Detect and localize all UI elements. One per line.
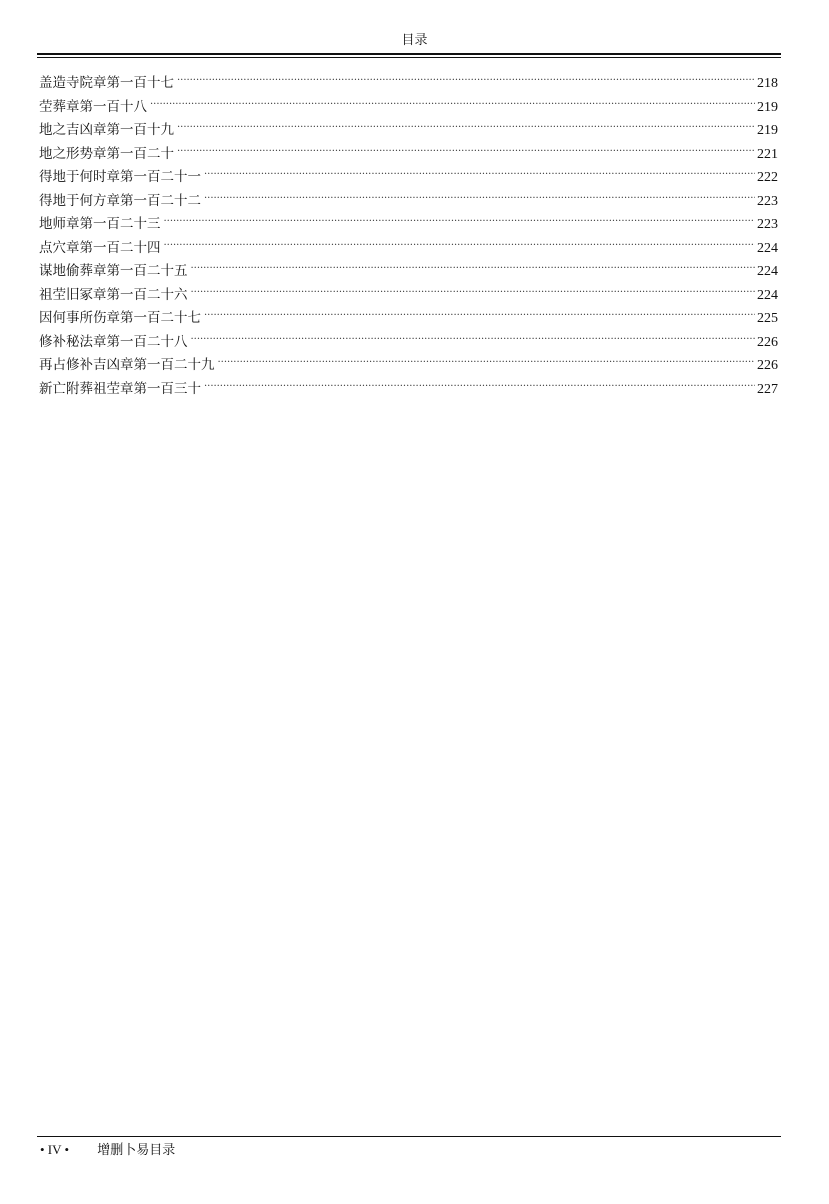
- toc-entry-page: 224: [757, 240, 778, 256]
- toc-entry-page: 219: [757, 123, 778, 138]
- toc-dot-leader: [191, 255, 756, 275]
- toc-entry-title: 盖造寺院章第一百十七: [39, 75, 174, 91]
- toc-dot-leader: [204, 373, 755, 393]
- toc-entry-page: 218: [757, 76, 778, 91]
- toc-dot-leader: [164, 208, 756, 228]
- toc-entry-page: 221: [757, 146, 778, 162]
- footer-rule: [37, 1136, 781, 1137]
- toc-entry-title: 修补秘法章第一百二十八: [39, 333, 188, 350]
- toc-entry-page: 226: [757, 334, 778, 350]
- toc-entry-page: 224: [757, 264, 778, 279]
- toc-entry[interactable]: [39, 279, 778, 303]
- footer-book-title: 增删卜易目录: [97, 1143, 176, 1158]
- toc-entry-page: 224: [757, 287, 778, 303]
- toc-entry-page: 223: [757, 217, 778, 232]
- toc-entry[interactable]: [39, 373, 778, 397]
- toc-dot-leader: [191, 279, 756, 299]
- toc-entry[interactable]: [39, 208, 778, 232]
- toc-entry-page: 226: [757, 358, 778, 373]
- toc-dot-leader: [191, 326, 756, 346]
- toc-entry[interactable]: [39, 91, 778, 115]
- header-rule-thin: [37, 57, 781, 58]
- header-rule-thick: [37, 53, 781, 55]
- page-footer: [40, 1141, 175, 1160]
- toc-entry-title: 因何事所伤章第一百二十七: [39, 310, 201, 326]
- toc-dot-leader: [204, 302, 755, 322]
- toc-entry-title: 谋地偷葬章第一百二十五: [39, 263, 188, 279]
- toc-entry-page: 219: [757, 99, 778, 115]
- toc-dot-leader: [177, 114, 755, 134]
- toc-entry-page: 227: [757, 381, 778, 397]
- toc-entry-title: 得地于何方章第一百二十二: [39, 192, 201, 209]
- toc-entry-title: 茔葬章第一百十八: [39, 98, 147, 115]
- toc-entry[interactable]: [39, 114, 778, 138]
- toc-dot-leader: [204, 185, 755, 205]
- toc-entry-page: 225: [757, 311, 778, 326]
- toc-entry[interactable]: [39, 255, 778, 279]
- toc-entry-page: 222: [757, 170, 778, 185]
- footer-page-number: • IV •: [40, 1142, 70, 1157]
- toc-dot-leader: [218, 349, 756, 369]
- toc-entry-title: 祖茔旧冢章第一百二十六: [39, 286, 188, 303]
- toc-entry[interactable]: [39, 349, 778, 373]
- toc-entry-title: 得地于何时章第一百二十一: [39, 169, 201, 185]
- toc-entry-title: 地之吉凶章第一百十九: [39, 122, 174, 138]
- toc-entry-title: 再占修补吉凶章第一百二十九: [39, 357, 215, 373]
- table-of-contents: [39, 67, 778, 396]
- running-header-title: 目录: [401, 33, 428, 48]
- toc-entry-title: 点穴章第一百二十四: [39, 239, 161, 256]
- toc-entry-title: 地师章第一百二十三: [39, 216, 161, 232]
- toc-entry[interactable]: [39, 185, 778, 209]
- toc-entry[interactable]: [39, 161, 778, 185]
- toc-entry-title: 地之形势章第一百二十: [39, 145, 174, 162]
- toc-entry[interactable]: [39, 138, 778, 162]
- toc-entry[interactable]: [39, 67, 778, 91]
- toc-entry[interactable]: [39, 326, 778, 350]
- toc-dot-leader: [177, 138, 755, 158]
- toc-dot-leader: [204, 161, 755, 181]
- toc-entry[interactable]: [39, 232, 778, 256]
- toc-entry-page: 223: [757, 193, 778, 209]
- toc-dot-leader: [164, 232, 756, 252]
- toc-dot-leader: [150, 91, 755, 111]
- toc-entry[interactable]: [39, 302, 778, 326]
- toc-dot-leader: [177, 67, 755, 87]
- toc-entry-title: 新亡附葬祖茔章第一百三十: [39, 380, 201, 397]
